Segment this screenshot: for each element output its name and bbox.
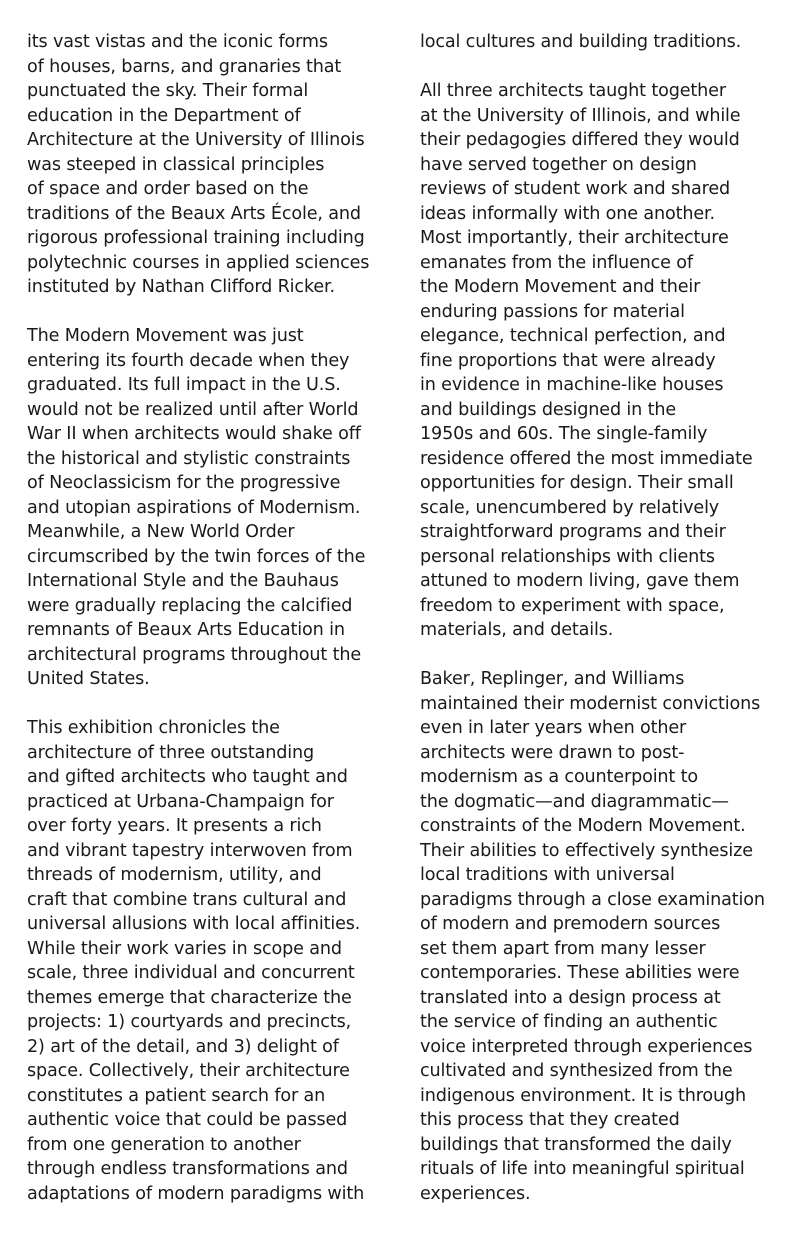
text-line: voice interpreted through experiences xyxy=(420,1036,753,1057)
text-line: instituted by Nathan Clifford Ricker. xyxy=(27,277,335,297)
text-line: polytechnic courses in applied sciences xyxy=(27,252,370,273)
right-text-column xyxy=(420,30,792,1231)
text-line: over forty years. It presents a rich xyxy=(27,816,322,836)
text-line: adaptations of modern paradigms with xyxy=(27,1183,365,1204)
text-line: ideas informally with one another. xyxy=(420,203,715,224)
text-line: craft that combine trans cultural and xyxy=(27,889,347,910)
text-line: scale, unencumbered by relatively xyxy=(420,497,720,518)
text-line: experiences. xyxy=(420,1183,531,1204)
text-line: International Style and the Bauhaus xyxy=(27,571,339,591)
text-line: local cultures and building traditions. xyxy=(420,32,742,52)
paragraph-continuation xyxy=(420,30,792,55)
text-line: punctuated the sky. Their formal xyxy=(27,81,309,101)
text-line: reviews of student work and shared xyxy=(420,179,731,199)
text-line: through endless transformations and xyxy=(27,1159,348,1179)
text-line: threads of modernism, utility, and xyxy=(27,865,322,885)
text-line: the Modern Movement and their xyxy=(420,277,701,297)
text-line: of space and order based on the xyxy=(27,179,309,199)
text-line: from one generation to another xyxy=(27,1134,301,1155)
text-line: of houses, barns, and granaries that xyxy=(27,56,342,77)
text-line: United States. xyxy=(27,669,150,689)
text-line: translated into a design process at xyxy=(420,987,721,1008)
text-line: was steeped in classical principles xyxy=(27,154,325,175)
text-line: would not be realized until after World xyxy=(27,399,359,420)
text-line: set them apart from many lesser xyxy=(420,938,706,959)
text-line: freedom to experiment with space, xyxy=(420,595,725,616)
paragraph-education xyxy=(27,30,399,300)
text-line: maintained their modernist convictions xyxy=(420,693,761,714)
text-line: materials, and details. xyxy=(420,620,614,640)
text-line: attuned to modern living, gave them xyxy=(420,571,740,591)
text-line: cultivated and synthesized from the xyxy=(420,1061,733,1081)
text-line: authentic voice that could be passed xyxy=(27,1110,348,1130)
text-line: Meanwhile, a New World Order xyxy=(27,522,295,542)
text-line: This exhibition chronicles the xyxy=(27,718,280,738)
text-line: Baker, Replinger, and Williams xyxy=(420,669,685,689)
text-line: fine proportions that were already xyxy=(420,350,716,371)
text-line: of Neoclassicism for the progressive xyxy=(27,473,341,493)
text-line: were gradually replacing the calcified xyxy=(27,595,353,616)
text-line: graduated. Its full impact in the U.S. xyxy=(27,375,341,395)
paragraph-modern-movement xyxy=(27,324,399,692)
text-line: contemporaries. These abilities were xyxy=(420,963,740,983)
text-line: the service of finding an authentic xyxy=(420,1012,718,1032)
text-line: residence offered the most immediate xyxy=(420,448,753,469)
paragraph-architects-taught xyxy=(420,79,792,643)
text-line: Architecture at the University of Illinois xyxy=(27,130,365,150)
paragraph-modernist-convictions xyxy=(420,667,792,1206)
text-line: of modern and premodern sources xyxy=(420,914,721,934)
text-line: this process that they created xyxy=(420,1110,680,1130)
text-line: All three architects taught together xyxy=(420,81,726,101)
text-line: emanates from the influence of xyxy=(420,252,693,273)
text-line: entering its fourth decade when they xyxy=(27,350,350,371)
text-line: local traditions with universal xyxy=(420,865,675,885)
text-line: 1950s and 60s. The single-family xyxy=(420,424,708,444)
text-line: and utopian aspirations of Modernism. xyxy=(27,497,361,518)
text-line: constraints of the Modern Movement. xyxy=(420,816,746,836)
text-line: opportunities for design. Their small xyxy=(420,473,734,493)
text-line: Their abilities to effectively synthesize xyxy=(420,840,753,861)
text-line: and gifted architects who taught and xyxy=(27,767,348,787)
text-line: architectural programs throughout the xyxy=(27,644,361,665)
text-line: 2) art of the detail, and 3) delight of xyxy=(27,1036,339,1057)
text-line: projects: 1) courtyards and precincts, xyxy=(27,1012,352,1032)
paragraph-exhibition xyxy=(27,716,399,1206)
text-line: personal relationships with clients xyxy=(420,546,715,567)
text-line: architecture of three outstanding xyxy=(27,742,314,763)
text-line: The Modern Movement was just xyxy=(27,326,304,346)
text-line: rituals of life into meaningful spiritual xyxy=(420,1159,745,1179)
text-line: and buildings designed in the xyxy=(420,399,677,420)
text-line: paradigms through a close examination xyxy=(420,889,765,910)
left-text-column xyxy=(27,30,399,1231)
text-line: War II when architects would shake off xyxy=(27,424,361,444)
text-line: Most importantly, their architecture xyxy=(420,228,729,248)
text-line: have served together on design xyxy=(420,154,697,175)
text-line: and vibrant tapestry interwoven from xyxy=(27,840,353,861)
text-line: universal allusions with local affinities. xyxy=(27,914,361,934)
text-line: the dogmatic—and diagrammatic— xyxy=(420,791,729,812)
text-line: rigorous professional training including xyxy=(27,228,365,248)
text-line: space. Collectively, their architecture xyxy=(27,1061,350,1081)
text-line: elegance, technical perfection, and xyxy=(420,326,726,346)
text-line: enduring passions for material xyxy=(420,301,685,322)
text-line: at the University of Illinois, and while xyxy=(420,105,741,126)
text-line: remnants of Beaux Arts Education in xyxy=(27,620,345,640)
text-line: constitutes a patient search for an xyxy=(27,1085,326,1106)
text-line: their pedagogies differed they would xyxy=(420,130,740,150)
text-line: practiced at Urbana-Champaign for xyxy=(27,791,334,812)
text-line: circumscribed by the twin forces of the xyxy=(27,546,366,567)
text-line: traditions of the Beaux Arts École, and xyxy=(27,203,361,224)
text-line: straightforward programs and their xyxy=(420,522,726,542)
text-line: its vast vistas and the iconic forms xyxy=(27,32,328,52)
text-line: in evidence in machine-like houses xyxy=(420,375,724,395)
text-line: education in the Department of xyxy=(27,105,301,126)
text-line: scale, three individual and concurrent xyxy=(27,963,355,983)
text-line: buildings that transformed the daily xyxy=(420,1134,732,1155)
text-line: modernism as a counterpoint to xyxy=(420,767,698,787)
text-line: themes emerge that characterize the xyxy=(27,987,352,1008)
text-line: the historical and stylistic constraints xyxy=(27,448,351,469)
text-line: indigenous environment. It is through xyxy=(420,1085,747,1106)
text-line: architects were drawn to post- xyxy=(420,742,685,763)
text-line: even in later years when other xyxy=(420,718,687,738)
text-line: While their work varies in scope and xyxy=(27,938,342,959)
